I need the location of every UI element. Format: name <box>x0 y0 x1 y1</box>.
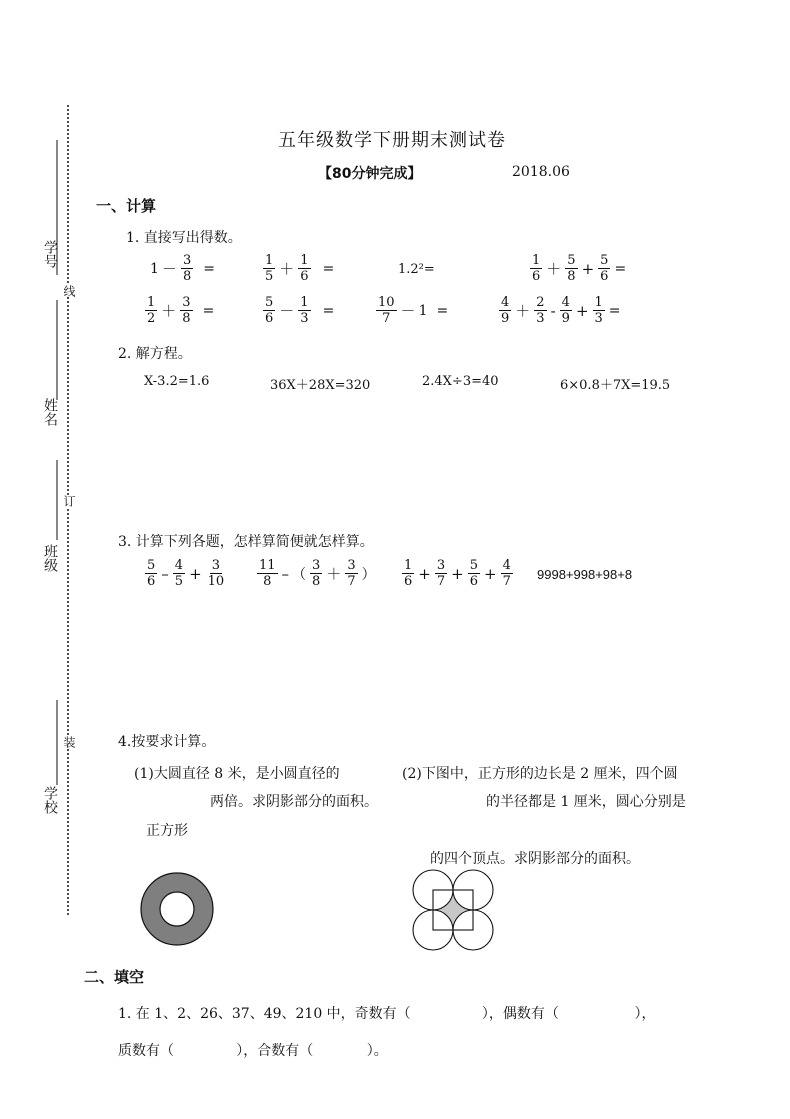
q3-label: 3. 计算下列各题，怎样算简便就怎样算。 <box>118 534 374 550</box>
exam-date: 2018.06 <box>512 164 570 180</box>
student-id-label: 学号 <box>42 240 58 268</box>
four-circles-figure <box>408 864 500 956</box>
q3-expr-3: $\frac{1}{6}$ + $\frac{3}{7}$ + $\frac{5}{6}$ + $\frac{4}{7}$ <box>404 558 511 589</box>
q1-expr-5: $\frac{1}{2}$ ＋ $\frac{3}{8}$ = <box>147 295 215 326</box>
q4-part2-line2: 的半径都是 1 厘米，圆心分别是 <box>486 794 686 810</box>
q2-eq-4: 6×0.8＋7X=19.5 <box>560 378 671 393</box>
q2-eq-2: 36X＋28X=320 <box>270 378 371 393</box>
name-label: 姓名 <box>42 398 58 426</box>
q4-part2-line3: 的四个顶点。求阴影部分的面积。 <box>430 851 640 867</box>
section-1-heading: 一、计算 <box>96 197 157 215</box>
q3-expr-4: 9998+998+98+8 <box>537 567 633 582</box>
q1-expr-3: 1.2²= <box>398 262 435 277</box>
q1-expr-1: 1 － $\frac{3}{8}$ = <box>150 253 215 284</box>
q4-label: 4.按要求计算。 <box>118 734 216 750</box>
q2-eq-1: X-3.2=1.6 <box>144 374 210 389</box>
section-2-heading: 二、填空 <box>84 968 145 986</box>
q4-part1-line1: (1)大圆直径 8 米，是小圆直径的 <box>134 766 340 782</box>
annulus-figure <box>138 870 218 950</box>
fill-q1-line2: 质数有（ ），合数有（ ）。 <box>118 1043 388 1059</box>
school-label: 学校 <box>42 786 58 814</box>
q4-part2-line1: (2)下图中，正方形的边长是 2 厘米，四个圆 <box>402 766 678 782</box>
fill-q1-line1: 1. 在 1、2、26、37、49、210 中，奇数有（ ），偶数有（ ）， <box>118 1006 656 1022</box>
q1-expr-4: $\frac{1}{6}$ ＋ $\frac{5}{8}$ + $\frac{5}{6}$ = <box>532 253 627 284</box>
q1-expr-2: $\frac{1}{5}$ ＋ $\frac{1}{6}$ = <box>265 253 335 284</box>
q3-expr-2: $\frac{11}{8}$ – （ $\frac{3}{8}$ ＋ $\frac{3}{7}$ ） <box>259 558 376 589</box>
q4-part1-line2: 两倍。求阴影部分的面积。 <box>210 794 378 810</box>
q1-label: 1. 直接写出得数。 <box>126 230 242 246</box>
q1-expr-7: $\frac{10}{7}$ － 1 = <box>378 295 449 326</box>
q4-part1-line3: 正方形 <box>146 823 188 839</box>
q1-expr-6: $\frac{5}{6}$ － $\frac{1}{3}$ = <box>265 295 335 326</box>
bind-mark: 装 <box>62 736 76 748</box>
class-label: 班级 <box>42 544 58 572</box>
line-mark: 线 <box>62 285 76 297</box>
staple-mark: 订 <box>62 495 76 507</box>
q2-label: 2. 解方程。 <box>118 346 192 362</box>
page-title: 五年级数学下册期末测试卷 <box>278 130 506 151</box>
q3-expr-1: $\frac{5}{6}$ – $\frac{4}{5}$ + $\frac{3}{10}$ <box>147 558 225 589</box>
q1-expr-8: $\frac{4}{9}$ ＋ $\frac{2}{3}$ - $\frac{4}{9}$ + $\frac{1}{3}$ = <box>501 295 621 326</box>
q2-eq-3: 2.4X÷3=40 <box>422 374 499 389</box>
time-limit: 【80分钟完成】 <box>318 166 422 182</box>
